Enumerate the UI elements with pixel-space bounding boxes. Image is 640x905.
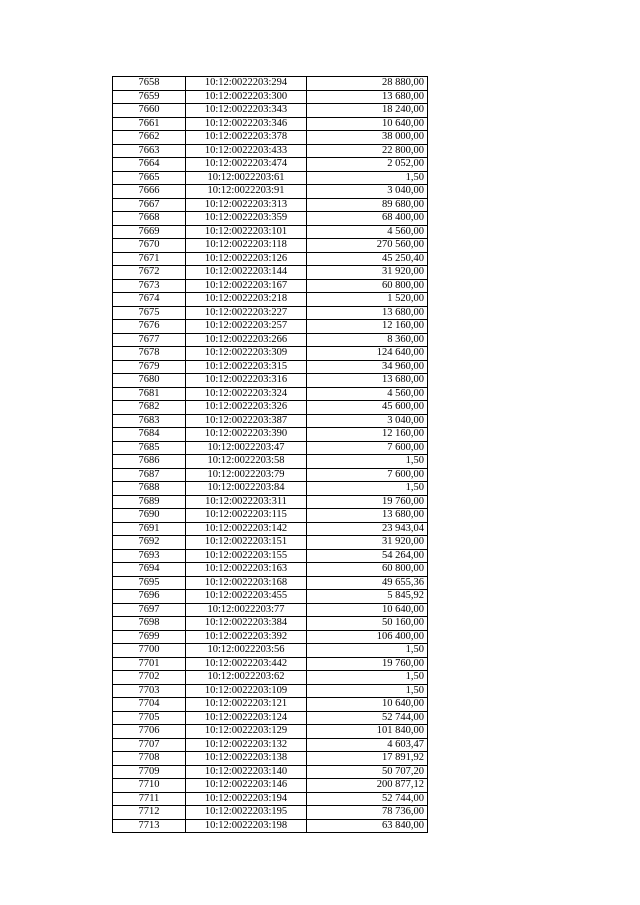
row-number-cell: 7679 [113,360,186,374]
table-row [113,509,428,523]
cadastral-number-cell: 10:12:0022203:61 [186,171,307,185]
table-row [113,603,428,617]
amount-cell: 28 880,00 [307,77,428,91]
table-row [113,117,428,131]
table-row [113,590,428,604]
row-number-cell: 7673 [113,279,186,293]
table-row [113,752,428,766]
cadastral-number-cell: 10:12:0022203:198 [186,819,307,833]
row-number-cell: 7676 [113,320,186,334]
table-row [113,131,428,145]
cadastral-number-cell: 10:12:0022203:194 [186,792,307,806]
cadastral-number-cell: 10:12:0022203:146 [186,779,307,793]
cadastral-number-cell: 10:12:0022203:58 [186,455,307,469]
cadastral-number-cell: 10:12:0022203:316 [186,374,307,388]
amount-cell: 1,50 [307,671,428,685]
cadastral-number-cell: 10:12:0022203:324 [186,387,307,401]
row-number-cell: 7709 [113,765,186,779]
cadastral-number-cell: 10:12:0022203:115 [186,509,307,523]
table-row [113,360,428,374]
cadastral-number-cell: 10:12:0022203:79 [186,468,307,482]
amount-cell: 4 603,47 [307,738,428,752]
row-number-cell: 7671 [113,252,186,266]
cadastral-number-cell: 10:12:0022203:163 [186,563,307,577]
row-number-cell: 7680 [113,374,186,388]
row-number-cell: 7682 [113,401,186,415]
table-row [113,293,428,307]
amount-cell: 106 400,00 [307,630,428,644]
table-row [113,495,428,509]
cadastral-number-cell: 10:12:0022203:294 [186,77,307,91]
amount-cell: 34 960,00 [307,360,428,374]
cadastral-number-cell: 10:12:0022203:474 [186,158,307,172]
amount-cell: 1,50 [307,684,428,698]
cadastral-number-cell: 10:12:0022203:140 [186,765,307,779]
row-number-cell: 7678 [113,347,186,361]
table-row [113,684,428,698]
table-row [113,198,428,212]
table-row [113,657,428,671]
row-number-cell: 7696 [113,590,186,604]
table-row [113,765,428,779]
amount-cell: 52 744,00 [307,792,428,806]
cadastral-number-cell: 10:12:0022203:387 [186,414,307,428]
cadastral-number-cell: 10:12:0022203:433 [186,144,307,158]
row-number-cell: 7661 [113,117,186,131]
cadastral-number-cell: 10:12:0022203:167 [186,279,307,293]
cadastral-number-cell: 10:12:0022203:142 [186,522,307,536]
row-number-cell: 7711 [113,792,186,806]
table-row [113,306,428,320]
amount-cell: 13 680,00 [307,306,428,320]
amount-cell: 31 920,00 [307,536,428,550]
row-number-cell: 7660 [113,104,186,118]
row-number-cell: 7692 [113,536,186,550]
amount-cell: 54 264,00 [307,549,428,563]
table-row [113,563,428,577]
amount-cell: 60 800,00 [307,563,428,577]
cadastral-number-cell: 10:12:0022203:91 [186,185,307,199]
table-row [113,279,428,293]
row-number-cell: 7658 [113,77,186,91]
amount-cell: 270 560,00 [307,239,428,253]
amount-cell: 10 640,00 [307,117,428,131]
row-number-cell: 7702 [113,671,186,685]
row-number-cell: 7687 [113,468,186,482]
table-row [113,522,428,536]
table-row [113,320,428,334]
amount-cell: 22 800,00 [307,144,428,158]
amount-cell: 17 891,92 [307,752,428,766]
row-number-cell: 7669 [113,225,186,239]
row-number-cell: 7691 [113,522,186,536]
table-row [113,374,428,388]
cadastral-number-cell: 10:12:0022203:129 [186,725,307,739]
table-row [113,90,428,104]
row-number-cell: 7684 [113,428,186,442]
table-row [113,441,428,455]
table-row [113,185,428,199]
table-row [113,387,428,401]
amount-cell: 18 240,00 [307,104,428,118]
row-number-cell: 7698 [113,617,186,631]
table-row [113,549,428,563]
table-row [113,401,428,415]
amount-cell: 19 760,00 [307,495,428,509]
amount-cell: 8 360,00 [307,333,428,347]
amount-cell: 63 840,00 [307,819,428,833]
amount-cell: 50 160,00 [307,617,428,631]
table-row [113,347,428,361]
cadastral-number-cell: 10:12:0022203:266 [186,333,307,347]
cadastral-number-cell: 10:12:0022203:124 [186,711,307,725]
row-number-cell: 7710 [113,779,186,793]
table-row [113,779,428,793]
row-number-cell: 7677 [113,333,186,347]
row-number-cell: 7681 [113,387,186,401]
row-number-cell: 7689 [113,495,186,509]
cadastral-number-cell: 10:12:0022203:155 [186,549,307,563]
table-row [113,806,428,820]
amount-cell: 200 877,12 [307,779,428,793]
table-row [113,212,428,226]
row-number-cell: 7703 [113,684,186,698]
row-number-cell: 7672 [113,266,186,280]
amount-cell: 45 250,40 [307,252,428,266]
table-row [113,644,428,658]
amount-cell: 31 920,00 [307,266,428,280]
amount-cell: 89 680,00 [307,198,428,212]
row-number-cell: 7688 [113,482,186,496]
cadastral-number-cell: 10:12:0022203:309 [186,347,307,361]
amount-cell: 101 840,00 [307,725,428,739]
table-row [113,333,428,347]
row-number-cell: 7685 [113,441,186,455]
row-number-cell: 7704 [113,698,186,712]
row-number-cell: 7700 [113,644,186,658]
cadastral-number-cell: 10:12:0022203:390 [186,428,307,442]
cadastral-number-cell: 10:12:0022203:77 [186,603,307,617]
row-number-cell: 7662 [113,131,186,145]
table-row [113,158,428,172]
row-number-cell: 7712 [113,806,186,820]
table-row [113,225,428,239]
row-number-cell: 7665 [113,171,186,185]
amount-cell: 7 600,00 [307,468,428,482]
table-row [113,630,428,644]
cadastral-number-cell: 10:12:0022203:346 [186,117,307,131]
amount-cell: 38 000,00 [307,131,428,145]
row-number-cell: 7667 [113,198,186,212]
table-row [113,144,428,158]
table-row [113,819,428,833]
amount-cell: 23 943,04 [307,522,428,536]
row-number-cell: 7668 [113,212,186,226]
amount-cell: 4 560,00 [307,225,428,239]
cadastral-number-cell: 10:12:0022203:101 [186,225,307,239]
data-table [112,76,428,833]
amount-cell: 1,50 [307,455,428,469]
table-row [113,576,428,590]
amount-cell: 13 680,00 [307,509,428,523]
table-row [113,738,428,752]
cadastral-number-cell: 10:12:0022203:118 [186,239,307,253]
amount-cell: 1,50 [307,171,428,185]
amount-cell: 3 040,00 [307,414,428,428]
table-row [113,468,428,482]
amount-cell: 2 052,00 [307,158,428,172]
row-number-cell: 7701 [113,657,186,671]
cadastral-number-cell: 10:12:0022203:47 [186,441,307,455]
row-number-cell: 7670 [113,239,186,253]
row-number-cell: 7699 [113,630,186,644]
table-row [113,725,428,739]
row-number-cell: 7674 [113,293,186,307]
amount-cell: 5 845,92 [307,590,428,604]
row-number-cell: 7707 [113,738,186,752]
amount-cell: 13 680,00 [307,90,428,104]
cadastral-number-cell: 10:12:0022203:138 [186,752,307,766]
table-row [113,711,428,725]
cadastral-number-cell: 10:12:0022203:126 [186,252,307,266]
amount-cell: 1,50 [307,482,428,496]
cadastral-number-cell: 10:12:0022203:132 [186,738,307,752]
amount-cell: 7 600,00 [307,441,428,455]
cadastral-number-cell: 10:12:0022203:195 [186,806,307,820]
amount-cell: 3 040,00 [307,185,428,199]
amount-cell: 1,50 [307,644,428,658]
cadastral-number-cell: 10:12:0022203:326 [186,401,307,415]
cadastral-number-cell: 10:12:0022203:455 [186,590,307,604]
amount-cell: 124 640,00 [307,347,428,361]
cadastral-number-cell: 10:12:0022203:227 [186,306,307,320]
table-row [113,671,428,685]
amount-cell: 19 760,00 [307,657,428,671]
table-row [113,455,428,469]
cadastral-number-cell: 10:12:0022203:84 [186,482,307,496]
cadastral-number-cell: 10:12:0022203:168 [186,576,307,590]
row-number-cell: 7683 [113,414,186,428]
row-number-cell: 7686 [113,455,186,469]
row-number-cell: 7697 [113,603,186,617]
row-number-cell: 7663 [113,144,186,158]
row-number-cell: 7693 [113,549,186,563]
row-number-cell: 7713 [113,819,186,833]
table-row [113,482,428,496]
table-row [113,428,428,442]
amount-cell: 4 560,00 [307,387,428,401]
cadastral-number-cell: 10:12:0022203:384 [186,617,307,631]
cadastral-number-cell: 10:12:0022203:62 [186,671,307,685]
table-row [113,171,428,185]
cadastral-number-cell: 10:12:0022203:109 [186,684,307,698]
row-number-cell: 7695 [113,576,186,590]
table-row [113,266,428,280]
amount-cell: 45 600,00 [307,401,428,415]
amount-cell: 12 160,00 [307,320,428,334]
table-row [113,77,428,91]
row-number-cell: 7664 [113,158,186,172]
table-row [113,414,428,428]
cadastral-number-cell: 10:12:0022203:151 [186,536,307,550]
table-row [113,792,428,806]
cadastral-number-cell: 10:12:0022203:378 [186,131,307,145]
amount-cell: 1 520,00 [307,293,428,307]
amount-cell: 49 655,36 [307,576,428,590]
amount-cell: 52 744,00 [307,711,428,725]
amount-cell: 10 640,00 [307,603,428,617]
cadastral-number-cell: 10:12:0022203:442 [186,657,307,671]
row-number-cell: 7675 [113,306,186,320]
cadastral-number-cell: 10:12:0022203:343 [186,104,307,118]
cadastral-number-cell: 10:12:0022203:392 [186,630,307,644]
table-body [113,77,428,833]
amount-cell: 12 160,00 [307,428,428,442]
cadastral-number-cell: 10:12:0022203:144 [186,266,307,280]
table-row [113,536,428,550]
amount-cell: 10 640,00 [307,698,428,712]
cadastral-number-cell: 10:12:0022203:359 [186,212,307,226]
amount-cell: 60 800,00 [307,279,428,293]
row-number-cell: 7708 [113,752,186,766]
row-number-cell: 7705 [113,711,186,725]
amount-cell: 50 707,20 [307,765,428,779]
row-number-cell: 7706 [113,725,186,739]
row-number-cell: 7666 [113,185,186,199]
table-row [113,239,428,253]
table-row [113,698,428,712]
cadastral-number-cell: 10:12:0022203:218 [186,293,307,307]
amount-cell: 68 400,00 [307,212,428,226]
row-number-cell: 7659 [113,90,186,104]
amount-cell: 78 736,00 [307,806,428,820]
row-number-cell: 7690 [113,509,186,523]
cadastral-number-cell: 10:12:0022203:56 [186,644,307,658]
cadastral-number-cell: 10:12:0022203:311 [186,495,307,509]
cadastral-number-cell: 10:12:0022203:315 [186,360,307,374]
row-number-cell: 7694 [113,563,186,577]
cadastral-number-cell: 10:12:0022203:313 [186,198,307,212]
cadastral-number-cell: 10:12:0022203:257 [186,320,307,334]
table-row [113,252,428,266]
table-row [113,617,428,631]
cadastral-number-cell: 10:12:0022203:121 [186,698,307,712]
table-row [113,104,428,118]
amount-cell: 13 680,00 [307,374,428,388]
cadastral-number-cell: 10:12:0022203:300 [186,90,307,104]
